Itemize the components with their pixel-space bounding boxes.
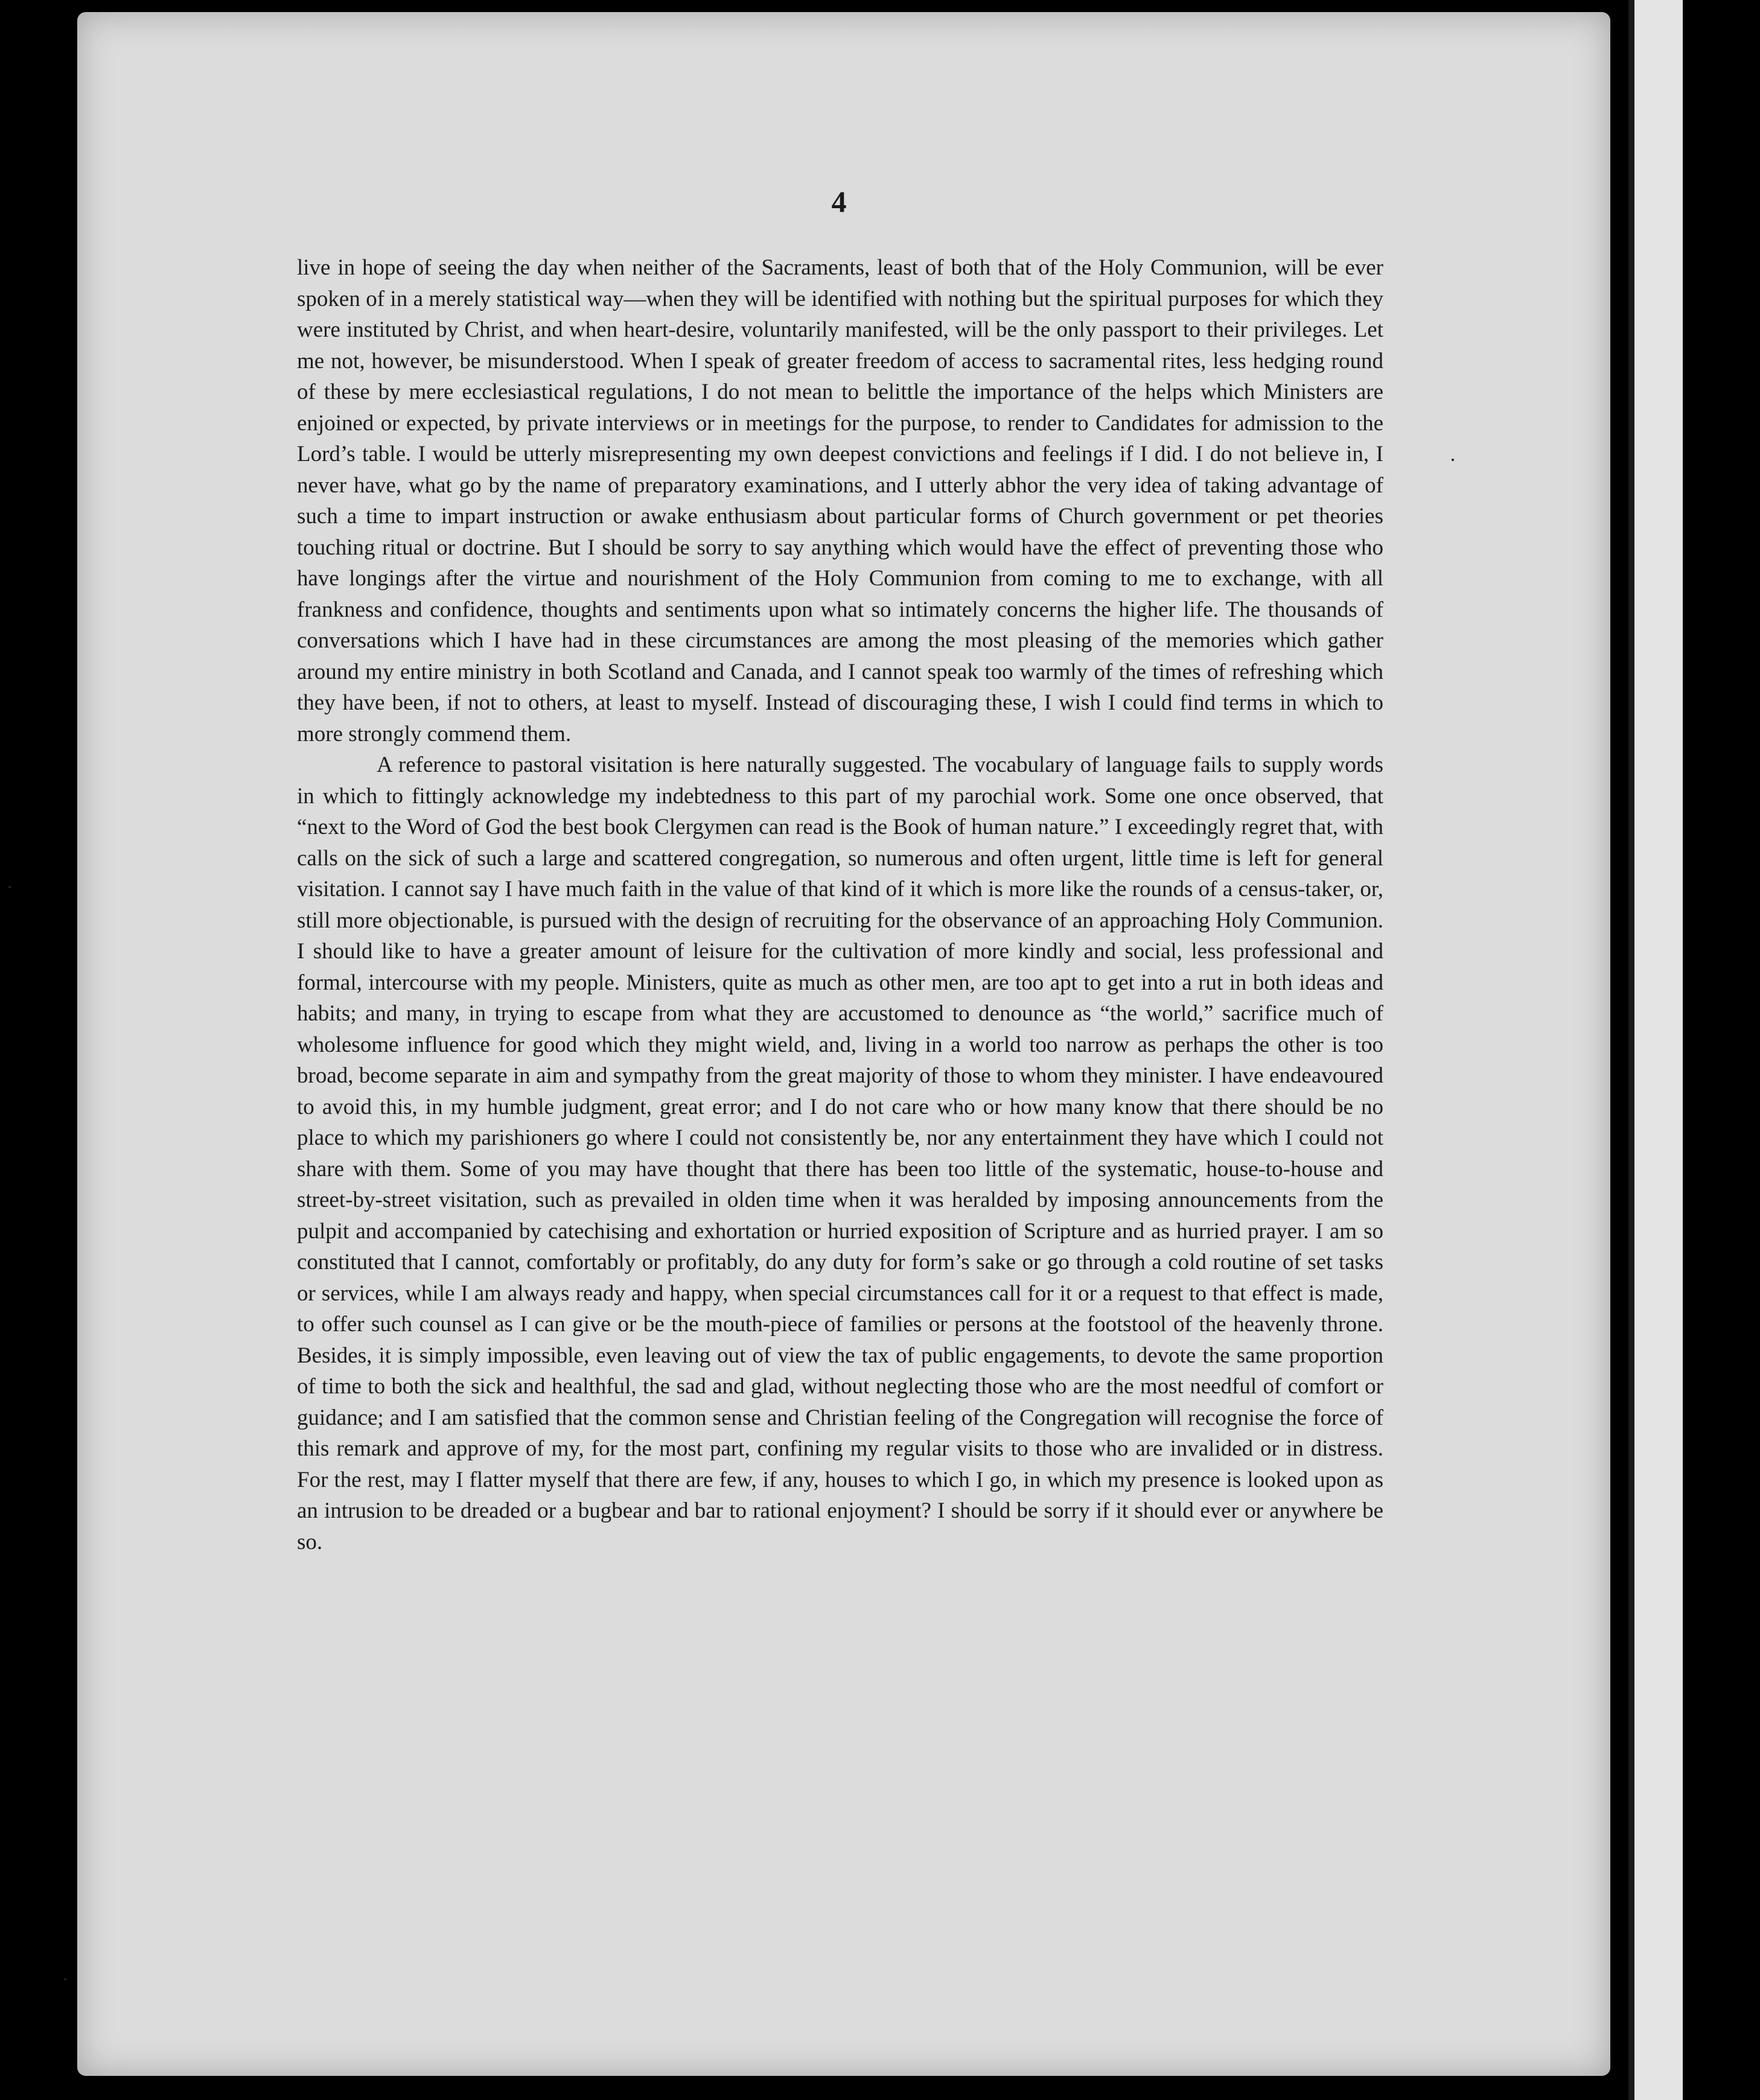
scan-speck: [64, 1978, 66, 1981]
paragraph-continued: live in hope of seeing the day when neither of the Sacraments, least of both that of the Holy Communion, will be ever spoken of in a merely statistical way—when they will be identified with nothing but the spiritual purposes for which they were instituted by Christ, and when heart-desire, voluntarily manifested, will be the only passport to their privileges. Let me not, however, be misunderstood. When I speak of greater freedom of access to sacramental rites, less hedging round of these by mere ecclesiastical regulations, I do not mean to belittle the importance of the helps which Ministers are enjoined or expected, by private interviews or in meetings for the purpose, to render to Candidates for admission to the Lord’s table. I would be utterly misrepresenting my own deepest convictions and feelings if I did. I do not believe in, I never have, what go by the name of preparatory examinations, and I utterly abhor the very idea of taking advantage of such a time to impart instruction or awake enthusiasm about particular forms of Church government or pet theories touching ritual or doctrine. But I should be sorry to say anything which would have the effect of preventing those who have longings after the virtue and nourishment of the Holy Communion from coming to me to exchange, with all frankness and confidence, thoughts and sentiments upon what so intimately concerns the higher life. The thousands of conversations which I have had in these circumstances are among the most pleasing of the memories which gather around my entire ministry in both Scotland and Canada, and I cannot speak too warmly of the times of refreshing which they have been, if not to others, at least to myself. Instead of discouraging these, I wish I could find terms in which to more strongly commend them.: [297, 255, 1383, 746]
paragraph-pastoral-visitation: A reference to pastoral visitation is here naturally suggested. The vocabulary of language fails to supply words in which to fittingly acknowledge my indebtedness to this part of my parochial work. Some one once observed, that “next to the Word of God the best book Clergymen can read is the Book of human nature.” I exceedingly regret that, with calls on the sick of such a large and scattered congregation, so numerous and often urgent, little time is left for general visitation. I cannot say I have much faith in the value of that kind of it which is more like the rounds of a census-taker, or, still more objectionable, is pursued with the design of recruiting for the observance of an approaching Holy Communion. I should like to have a greater amount of leisure for the cultivation of more kindly and social, less professional and formal, intercourse with my people. Ministers, quite as much as other men, are too apt to get into a rut in both ideas and habits; and many, in trying to escape from what they are accustomed to denounce as “the world,” sacrifice much of wholesome influence for good which they might wield, and, living in a world too narrow as perhaps the other is too broad, become separate in aim and sympathy from the great majority of those to whom they minister. I have endeavoured to avoid this, in my humble judgment, great error; and I do not care who or how many know that there should be no place to which my parishioners go where I could not consistently be, nor any entertainment they have which I could not share with them. Some of you may have thought that there has been too little of the systematic, house-to-house and street-by-street visitation, such as prevailed in olden time when it was heralded by imposing announcements from the pulpit and accompanied by catechising and exhortation or hurried exposition of Scripture and as hurried prayer. I am so constituted that I cannot, comfortably or profitably, do any duty for form’s sake or go through a cold routine of set tasks or services, while I am always ready and happy, when special circumstances call for it or a request to that effect is made, to offer such counsel as I can give or be the mouth-piece of families or persons at the footstool of the heavenly throne. Besides, it is simply impossible, even leaving out of view the tax of public engagements, to devote the same proportion of time to both the sick and healthful, the sad and glad, without neglecting those who are the most needful of comfort or guidance; and I am satisfied that the common sense and Christian feeling of the Congregation will recognise the force of this remark and approve of my, for the most part, confining my regular visits to those who are invalided or in distress. For the rest, may I flatter myself that there are few, if any, houses to which I go, in which my presence is looked upon as an intrusion to be dreaded or a bugbear and bar to rational enjoyment? I should be sorry if it should ever or anywhere be so.: [297, 752, 1383, 1554]
body-text: [297, 252, 1383, 1558]
scan-speck: [8, 886, 11, 888]
page-number: 4: [831, 185, 847, 218]
adjacent-page-edge: [1628, 0, 1634, 2100]
scan-speck: [1452, 459, 1454, 461]
adjacent-page-strip: [1634, 0, 1683, 2100]
